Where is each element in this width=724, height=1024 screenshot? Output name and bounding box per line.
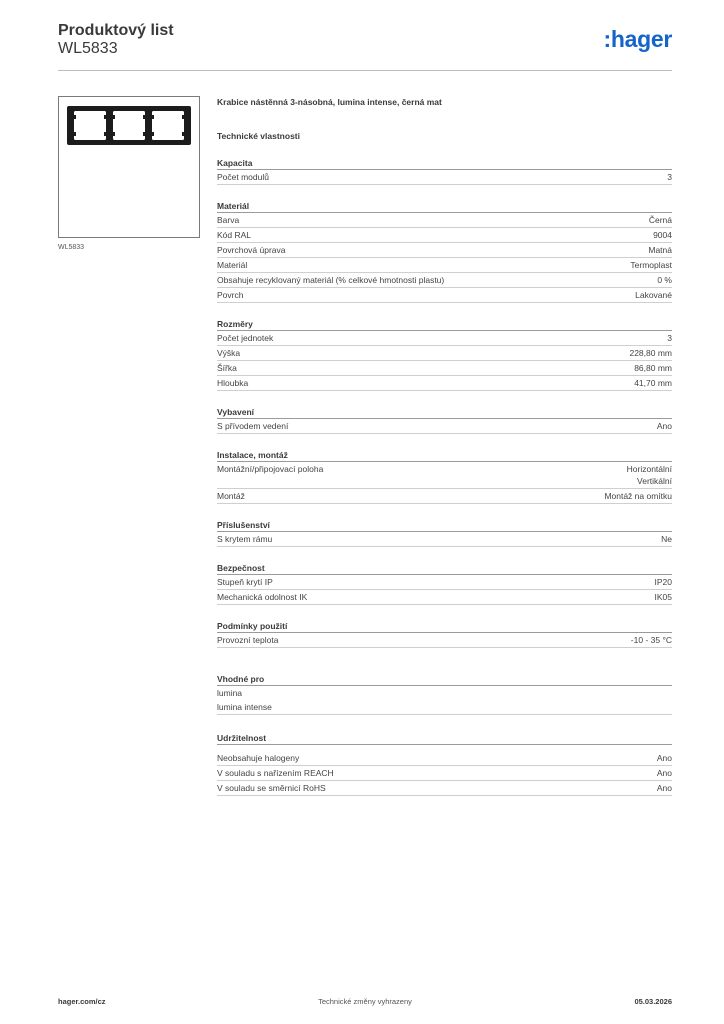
- spec-section: [217, 449, 672, 504]
- spec-value: 9004: [653, 229, 672, 240]
- spec-row: [217, 462, 672, 489]
- spec-value: 41,70 mm: [634, 377, 672, 388]
- spec-row: [217, 419, 672, 434]
- spec-value: Černá: [648, 214, 672, 225]
- spec-sections: [217, 157, 672, 648]
- spec-section: [217, 406, 672, 434]
- section-title: Bezpečnost: [217, 562, 672, 575]
- spec-row: [217, 489, 672, 504]
- list-item: lumina intense: [217, 700, 672, 715]
- spec-row: Neobsahuje halogeny Ano: [217, 751, 672, 766]
- hager-logo: :hager: [603, 26, 672, 52]
- section-title: Příslušenství: [217, 519, 672, 532]
- page-header: [58, 20, 672, 71]
- suitable-for-section: [217, 673, 672, 715]
- spec-label: Montážní/připojovací poloha: [217, 463, 324, 474]
- product-code: WL5833: [58, 40, 118, 57]
- spec-value: 0 %: [657, 274, 672, 285]
- footer-website-link[interactable]: hager.com/cz: [58, 997, 106, 1006]
- section-title: Vybavení: [217, 406, 672, 419]
- spec-row: [217, 376, 672, 391]
- spec-value: 3: [667, 171, 672, 182]
- spec-row: [217, 243, 672, 258]
- page-footer: [58, 997, 672, 1011]
- spec-row: [217, 258, 672, 273]
- spec-row: [217, 575, 672, 590]
- spec-row: [217, 273, 672, 288]
- spec-label: S krytem rámu: [217, 533, 273, 544]
- spec-row: [217, 633, 672, 648]
- spec-row: [217, 346, 672, 361]
- spec-label: Počet jednotek: [217, 332, 274, 343]
- list-item: lumina: [217, 687, 243, 698]
- section-title: Podmínky použití: [217, 620, 672, 633]
- product-name: Krabice nástěnná 3-násobná, lumina intense, černá mat: [217, 97, 442, 107]
- footer-date: 05.03.2026: [634, 997, 672, 1006]
- spec-section: [217, 318, 672, 391]
- spec-label: S přívodem vedení: [217, 420, 289, 431]
- spec-row: [217, 288, 672, 303]
- spec-row: [217, 532, 672, 547]
- spec-value: Montáž na omítku: [604, 490, 672, 501]
- section-title: Materiál: [217, 200, 672, 213]
- spec-section: [217, 200, 672, 303]
- spec-label: Montáž: [217, 490, 245, 501]
- spec-value: Termoplast: [630, 259, 672, 270]
- spec-value: Horizontální Vertikální: [626, 463, 672, 486]
- spec-row: [217, 228, 672, 243]
- spec-section: [217, 157, 672, 185]
- footer-note: Technické změny vyhrazeny: [318, 997, 412, 1006]
- spec-label: Barva: [217, 214, 240, 225]
- spec-value: -10 - 35 °C: [630, 634, 672, 645]
- section-title: Vhodné pro: [217, 673, 672, 686]
- product-details: [217, 96, 672, 796]
- spec-value: Matná: [648, 244, 672, 255]
- document-title: Produktový list: [58, 22, 174, 39]
- spec-label: Povrchová úprava: [217, 244, 286, 255]
- section-title: Rozměry: [217, 318, 672, 331]
- spec-row: [217, 331, 672, 346]
- spec-label: Povrch: [217, 289, 244, 300]
- spec-value: 228,80 mm: [629, 347, 672, 358]
- section-title: Udržitelnost: [217, 732, 672, 745]
- spec-row: [217, 170, 672, 185]
- spec-label: Šířka: [217, 362, 237, 373]
- spec-row: [217, 590, 672, 605]
- spec-label: Stupeň krytí IP: [217, 576, 273, 587]
- spec-value: Ano: [656, 420, 672, 431]
- spec-label: Provozní teplota: [217, 634, 279, 645]
- triple-frame-icon: [59, 97, 199, 237]
- spec-value: 86,80 mm: [634, 362, 672, 373]
- section-title: Kapacita: [217, 157, 672, 170]
- spec-row: [217, 213, 672, 228]
- sustainability-section: [217, 732, 672, 796]
- section-title: Instalace, montáž: [217, 449, 672, 462]
- spec-value: IP20: [654, 576, 672, 587]
- product-image: [58, 96, 200, 238]
- spec-value: Ne: [661, 533, 672, 544]
- spec-section: [217, 562, 672, 605]
- spec-label: Výška: [217, 347, 241, 358]
- spec-section: [217, 620, 672, 648]
- spec-row: V souladu s nařízením REACH Ano: [217, 766, 672, 781]
- technical-properties-title: Technické vlastnosti: [217, 131, 300, 141]
- spec-label: Mechanická odolnost IK: [217, 591, 308, 602]
- spec-label: Materiál: [217, 259, 248, 270]
- spec-label: Kód RAL: [217, 229, 252, 240]
- spec-value: Lakované: [635, 289, 672, 300]
- image-caption: WL5833: [58, 244, 85, 251]
- spec-label: Počet modulů: [217, 171, 269, 182]
- spec-row: [217, 361, 672, 376]
- spec-label: Obsahuje recyklovaný materiál (% celkové hmotnosti plastu): [217, 274, 445, 285]
- spec-section: [217, 519, 672, 547]
- spec-label: Hloubka: [217, 377, 249, 388]
- spec-row: V souladu se směrnicí RoHS Ano: [217, 781, 672, 796]
- spec-value: IK05: [654, 591, 672, 602]
- spec-value: 3: [667, 332, 672, 343]
